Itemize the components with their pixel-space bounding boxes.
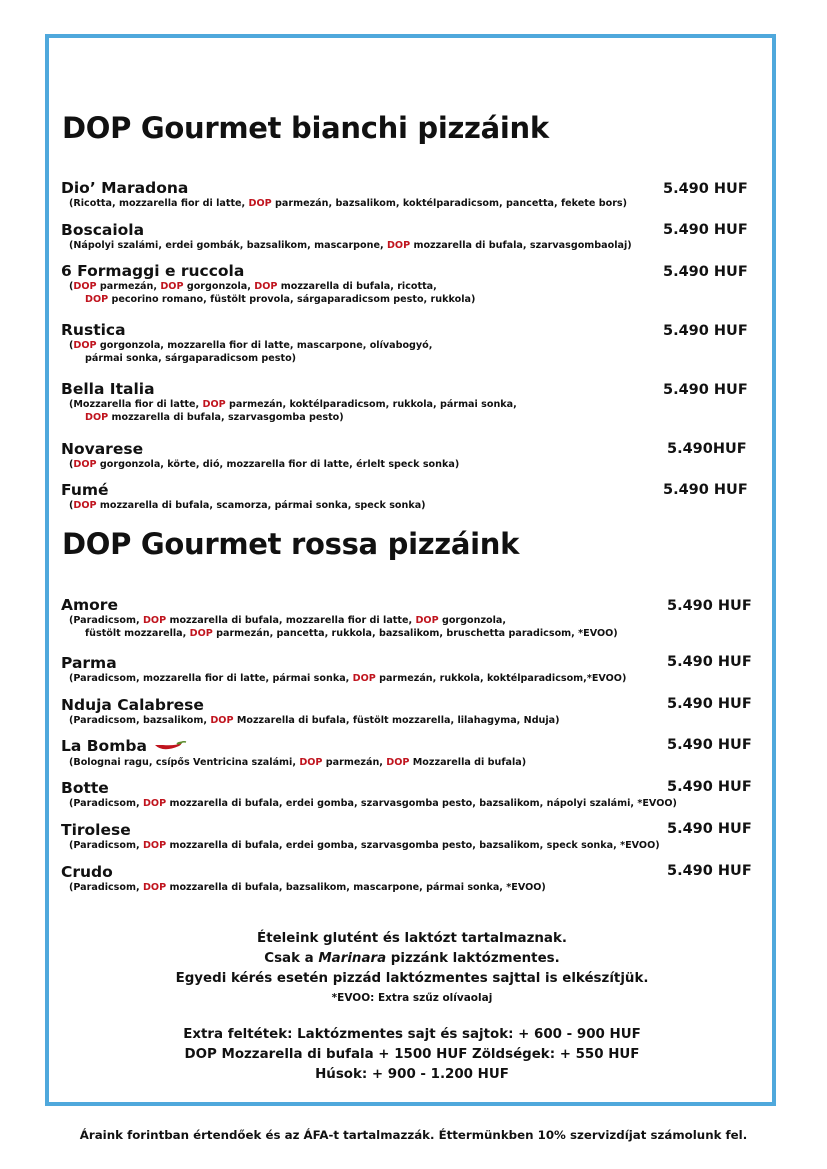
ingredient-text: mozzarella di bufala, bazsalikom, mascarpone, pármai sonka, *EVOO) xyxy=(166,882,546,893)
menu-item-name-text: Tirolese xyxy=(61,821,131,839)
menu-item-name-text: Botte xyxy=(61,779,109,797)
menu-item-name xyxy=(61,481,751,499)
ingredient-line xyxy=(69,411,751,424)
note-custom-request: Egyedi kérés esetén pizzád laktózmentes sajttal is elkészítjük. xyxy=(175,971,649,986)
ingredient-text: mozzarella di bufala, erdei gomba, szarvasgomba pesto, bazsalikom, speck sonka, *EVOO) xyxy=(166,840,660,851)
menu-item-ingredients xyxy=(69,458,751,471)
menu-item xyxy=(61,179,751,210)
ingredient-line xyxy=(69,614,751,627)
dop-label: DOP xyxy=(210,715,234,726)
dop-label: DOP xyxy=(142,840,167,851)
menu-item-name xyxy=(61,779,751,797)
menu-item xyxy=(61,779,751,810)
menu-item xyxy=(61,440,751,471)
menu-item xyxy=(61,821,751,852)
menu-item xyxy=(61,863,751,894)
menu-item xyxy=(61,380,751,424)
ingredient-line xyxy=(69,339,751,352)
menu-item-name xyxy=(61,821,751,839)
ingredient-text: gorgonzola, xyxy=(438,615,507,626)
note-evoo: *EVOO: Extra szűz olívaolaj xyxy=(331,992,493,1004)
ingredient-text: ( xyxy=(69,281,74,292)
note-marinara-italic: Marinara xyxy=(318,951,387,966)
menu-item xyxy=(61,262,751,306)
dop-label: DOP xyxy=(202,399,226,410)
dop-label: DOP xyxy=(73,500,97,511)
menu-item-name xyxy=(61,696,751,714)
dop-label: DOP xyxy=(386,240,411,251)
menu-item xyxy=(61,221,751,252)
ingredient-text: (Paradicsom, xyxy=(69,840,143,851)
menu-item-name-text: Parma xyxy=(61,654,117,672)
menu-item-name-text: Boscaiola xyxy=(61,221,145,239)
menu-item-name-text: 6 Formaggi e ruccola xyxy=(61,262,245,280)
ingredient-text: parmezán, koktélparadicsom, rukkola, pármai sonka, xyxy=(225,399,517,410)
ingredient-text: gorgonzola, körte, dió, mozzarella fior di latte, érlelt speck sonka) xyxy=(96,459,460,470)
menu-item-name xyxy=(61,321,751,339)
menu-item-name-text: Bella Italia xyxy=(61,380,155,398)
menu-item-price: 5.490 HUF xyxy=(663,264,748,280)
footer-note: Áraink forintban értendőek és az ÁFA-t tartalmazzák. Éttermünkben 10% szervizdíjat számolunk fel. xyxy=(79,1128,748,1142)
ingredient-line xyxy=(69,627,751,640)
menu-item-price: 5.490 HUF xyxy=(667,863,752,879)
extra-line-3: Húsok: + 900 - 1.200 HUF xyxy=(315,1067,509,1082)
menu-item xyxy=(61,654,751,685)
menu-item-ingredients xyxy=(69,614,751,640)
menu-item-ingredients xyxy=(69,839,751,852)
ingredient-text: (Paradicsom, mozzarella fior di latte, pármai sonka, xyxy=(69,673,353,684)
ingredient-line xyxy=(69,797,751,810)
menu-item-name xyxy=(61,380,751,398)
menu-item-ingredients xyxy=(69,197,751,210)
menu-item-name xyxy=(61,221,751,239)
dop-label: DOP xyxy=(160,281,184,292)
dop-label: DOP xyxy=(352,673,376,684)
ingredient-text: parmezán, pancetta, rukkola, bazsalikom, bruschetta paradicsom, *EVOO) xyxy=(212,628,618,639)
menu-item-ingredients xyxy=(69,339,751,365)
dop-label: DOP xyxy=(386,756,410,768)
menu-item xyxy=(61,596,751,640)
ingredient-line xyxy=(69,714,751,727)
ingredient-text: mozzarella di bufala, scamorza, pármai sonka, speck sonka) xyxy=(96,500,426,511)
extra-line-2: DOP Mozzarella di bufala + 1500 HUF Zöldségek: + 550 HUF xyxy=(184,1047,640,1062)
dop-label: DOP xyxy=(142,615,167,626)
ingredient-text: mozzarella di bufala, mozzarella fior di latte, xyxy=(166,615,416,626)
ingredient-text: (Ricotta, mozzarella fior di latte, xyxy=(69,198,249,209)
ingredient-text: gorgonzola, xyxy=(183,281,255,292)
note-marinara-pre: Csak a xyxy=(264,951,319,966)
menu-item-ingredients xyxy=(69,881,751,894)
menu-item-price: 5.490 HUF xyxy=(667,654,752,670)
ingredient-text: Mozzarella di bufala) xyxy=(409,756,527,768)
menu-item xyxy=(61,696,751,727)
ingredient-line xyxy=(69,293,751,306)
ingredient-text: gorgonzola, mozzarella fior di latte, mascarpone, olívabogyó, xyxy=(96,340,433,351)
menu-item xyxy=(61,737,751,769)
menu-item-name-text: Rustica xyxy=(61,321,126,339)
extra-toppings xyxy=(62,1025,762,1085)
menu-item-ingredients xyxy=(69,756,751,769)
menu-item-name-text: Dio’ Maradona xyxy=(61,179,189,197)
ingredient-line xyxy=(69,672,751,685)
allergen-notes xyxy=(62,929,762,1007)
ingredient-text: (Nápolyi szalámi, erdei gombák, bazsalikom, mascarpone, xyxy=(69,240,387,251)
menu-item-name-text: La Bomba xyxy=(61,737,147,755)
ingredient-line xyxy=(69,458,751,471)
ingredient-line xyxy=(69,239,751,252)
menu-item-ingredients xyxy=(69,239,751,252)
menu-item-name-text: Nduja Calabrese xyxy=(61,696,204,714)
ingredient-text: (Paradicsom, xyxy=(69,615,143,626)
dop-label: DOP xyxy=(142,798,167,809)
menu-item-price: 5.490 HUF xyxy=(667,696,752,712)
ingredient-text: (Paradicsom, xyxy=(69,882,143,893)
section-title-bianchi: DOP Gourmet bianchi pizzáink xyxy=(62,111,549,145)
dop-label: DOP xyxy=(85,412,109,423)
menu-item-name-text: Novarese xyxy=(61,440,144,458)
menu-item-name xyxy=(61,440,751,458)
menu-item-ingredients xyxy=(69,398,751,424)
ingredient-line xyxy=(69,881,751,894)
dop-label: DOP xyxy=(189,628,213,639)
ingredient-line xyxy=(69,499,751,512)
ingredient-text: parmezán, bazsalikom, koktélparadicsom, pancetta, fekete bors) xyxy=(271,198,628,209)
menu-item-price: 5.490 HUF xyxy=(667,598,752,614)
ingredient-text: mozzarella di bufala, erdei gomba, szarvasgomba pesto, bazsalikom, nápolyi szalámi, *EVOO) xyxy=(166,798,677,809)
menu-item-ingredients xyxy=(69,714,751,727)
ingredient-line xyxy=(69,280,751,293)
ingredient-text: parmezán, xyxy=(322,756,387,768)
note-marinara xyxy=(62,949,762,969)
ingredient-text: mozzarella di bufala, ricotta, xyxy=(277,281,437,292)
ingredient-text: ( xyxy=(69,500,74,511)
ingredient-text: ( xyxy=(69,459,74,470)
menu-item-name xyxy=(61,596,751,614)
ingredient-text: mozzarella di bufala, szarvasgombaolaj) xyxy=(410,240,632,251)
menu-item-price: 5.490 HUF xyxy=(663,482,748,498)
dop-label: DOP xyxy=(73,340,97,351)
menu-item-name xyxy=(61,654,751,672)
ingredient-text: ( xyxy=(69,340,74,351)
ingredient-text: (Paradicsom, bazsalikom, xyxy=(69,715,211,726)
dop-label: DOP xyxy=(73,281,97,292)
menu-item-name xyxy=(61,262,751,280)
menu-item-name-text: Crudo xyxy=(61,863,113,881)
menu-item-price: 5.490HUF xyxy=(667,441,747,457)
menu-item xyxy=(61,321,751,365)
ingredient-text: mozzarella di bufala, szarvasgomba pesto) xyxy=(108,412,344,423)
dop-label: DOP xyxy=(142,882,167,893)
menu-item-price: 5.490 HUF xyxy=(663,181,748,197)
menu-item-ingredients xyxy=(69,280,751,306)
menu-item-ingredients xyxy=(69,672,751,685)
ingredient-text: (Bolognai ragu, csípős Ventricina szalámi, xyxy=(69,756,300,768)
dop-label: DOP xyxy=(248,198,272,209)
ingredient-line xyxy=(69,756,751,769)
ingredient-text: pármai sonka, sárgaparadicsom pesto) xyxy=(85,353,297,364)
menu-item-price: 5.490 HUF xyxy=(663,323,748,339)
menu-item-price: 5.490 HUF xyxy=(667,821,752,837)
note-gluten-lactose: Ételeink glutént és laktózt tartalmaznak. xyxy=(257,931,567,946)
dop-label: DOP xyxy=(415,615,439,626)
menu-item-name xyxy=(61,737,751,756)
dop-label: DOP xyxy=(299,756,323,768)
chili-pepper-icon xyxy=(153,738,187,756)
ingredient-text: pecorino romano, füstölt provola, sárgaparadicsom pesto, rukkola) xyxy=(108,294,476,305)
extra-line-1: Extra feltétek: Laktózmentes sajt és sajtok: + 600 - 900 HUF xyxy=(183,1027,641,1042)
section-title-rossa: DOP Gourmet rossa pizzáink xyxy=(62,527,520,561)
ingredient-text: Mozzarella di bufala, füstölt mozzarella, lilahagyma, Nduja) xyxy=(233,715,560,726)
note-marinara-post: pizzánk laktózmentes. xyxy=(386,951,560,966)
menu-item-price: 5.490 HUF xyxy=(663,382,748,398)
menu-item-price: 5.490 HUF xyxy=(667,737,752,753)
dop-label: DOP xyxy=(85,294,109,305)
menu-item-price: 5.490 HUF xyxy=(663,222,748,238)
menu-item-price: 5.490 HUF xyxy=(667,779,752,795)
menu-item-ingredients xyxy=(69,499,751,512)
menu-item xyxy=(61,481,751,512)
ingredient-text: parmezán, xyxy=(96,281,161,292)
ingredient-text: parmezán, rukkola, koktélparadicsom,*EVOO) xyxy=(375,673,627,684)
ingredient-line xyxy=(69,839,751,852)
menu-item-name-text: Fumé xyxy=(61,481,109,499)
dop-label: DOP xyxy=(73,459,97,470)
menu-item-name-text: Amore xyxy=(61,596,118,614)
menu-item-name xyxy=(61,863,751,881)
menu-item-name xyxy=(61,179,751,197)
ingredient-line xyxy=(69,398,751,411)
ingredient-text: füstölt mozzarella, xyxy=(85,628,190,639)
ingredient-text: (Paradicsom, xyxy=(69,798,143,809)
ingredient-text: (Mozzarella fior di latte, xyxy=(69,399,203,410)
menu-item-ingredients xyxy=(69,797,751,810)
dop-label: DOP xyxy=(254,281,278,292)
ingredient-line xyxy=(69,352,751,365)
ingredient-line xyxy=(69,197,751,210)
